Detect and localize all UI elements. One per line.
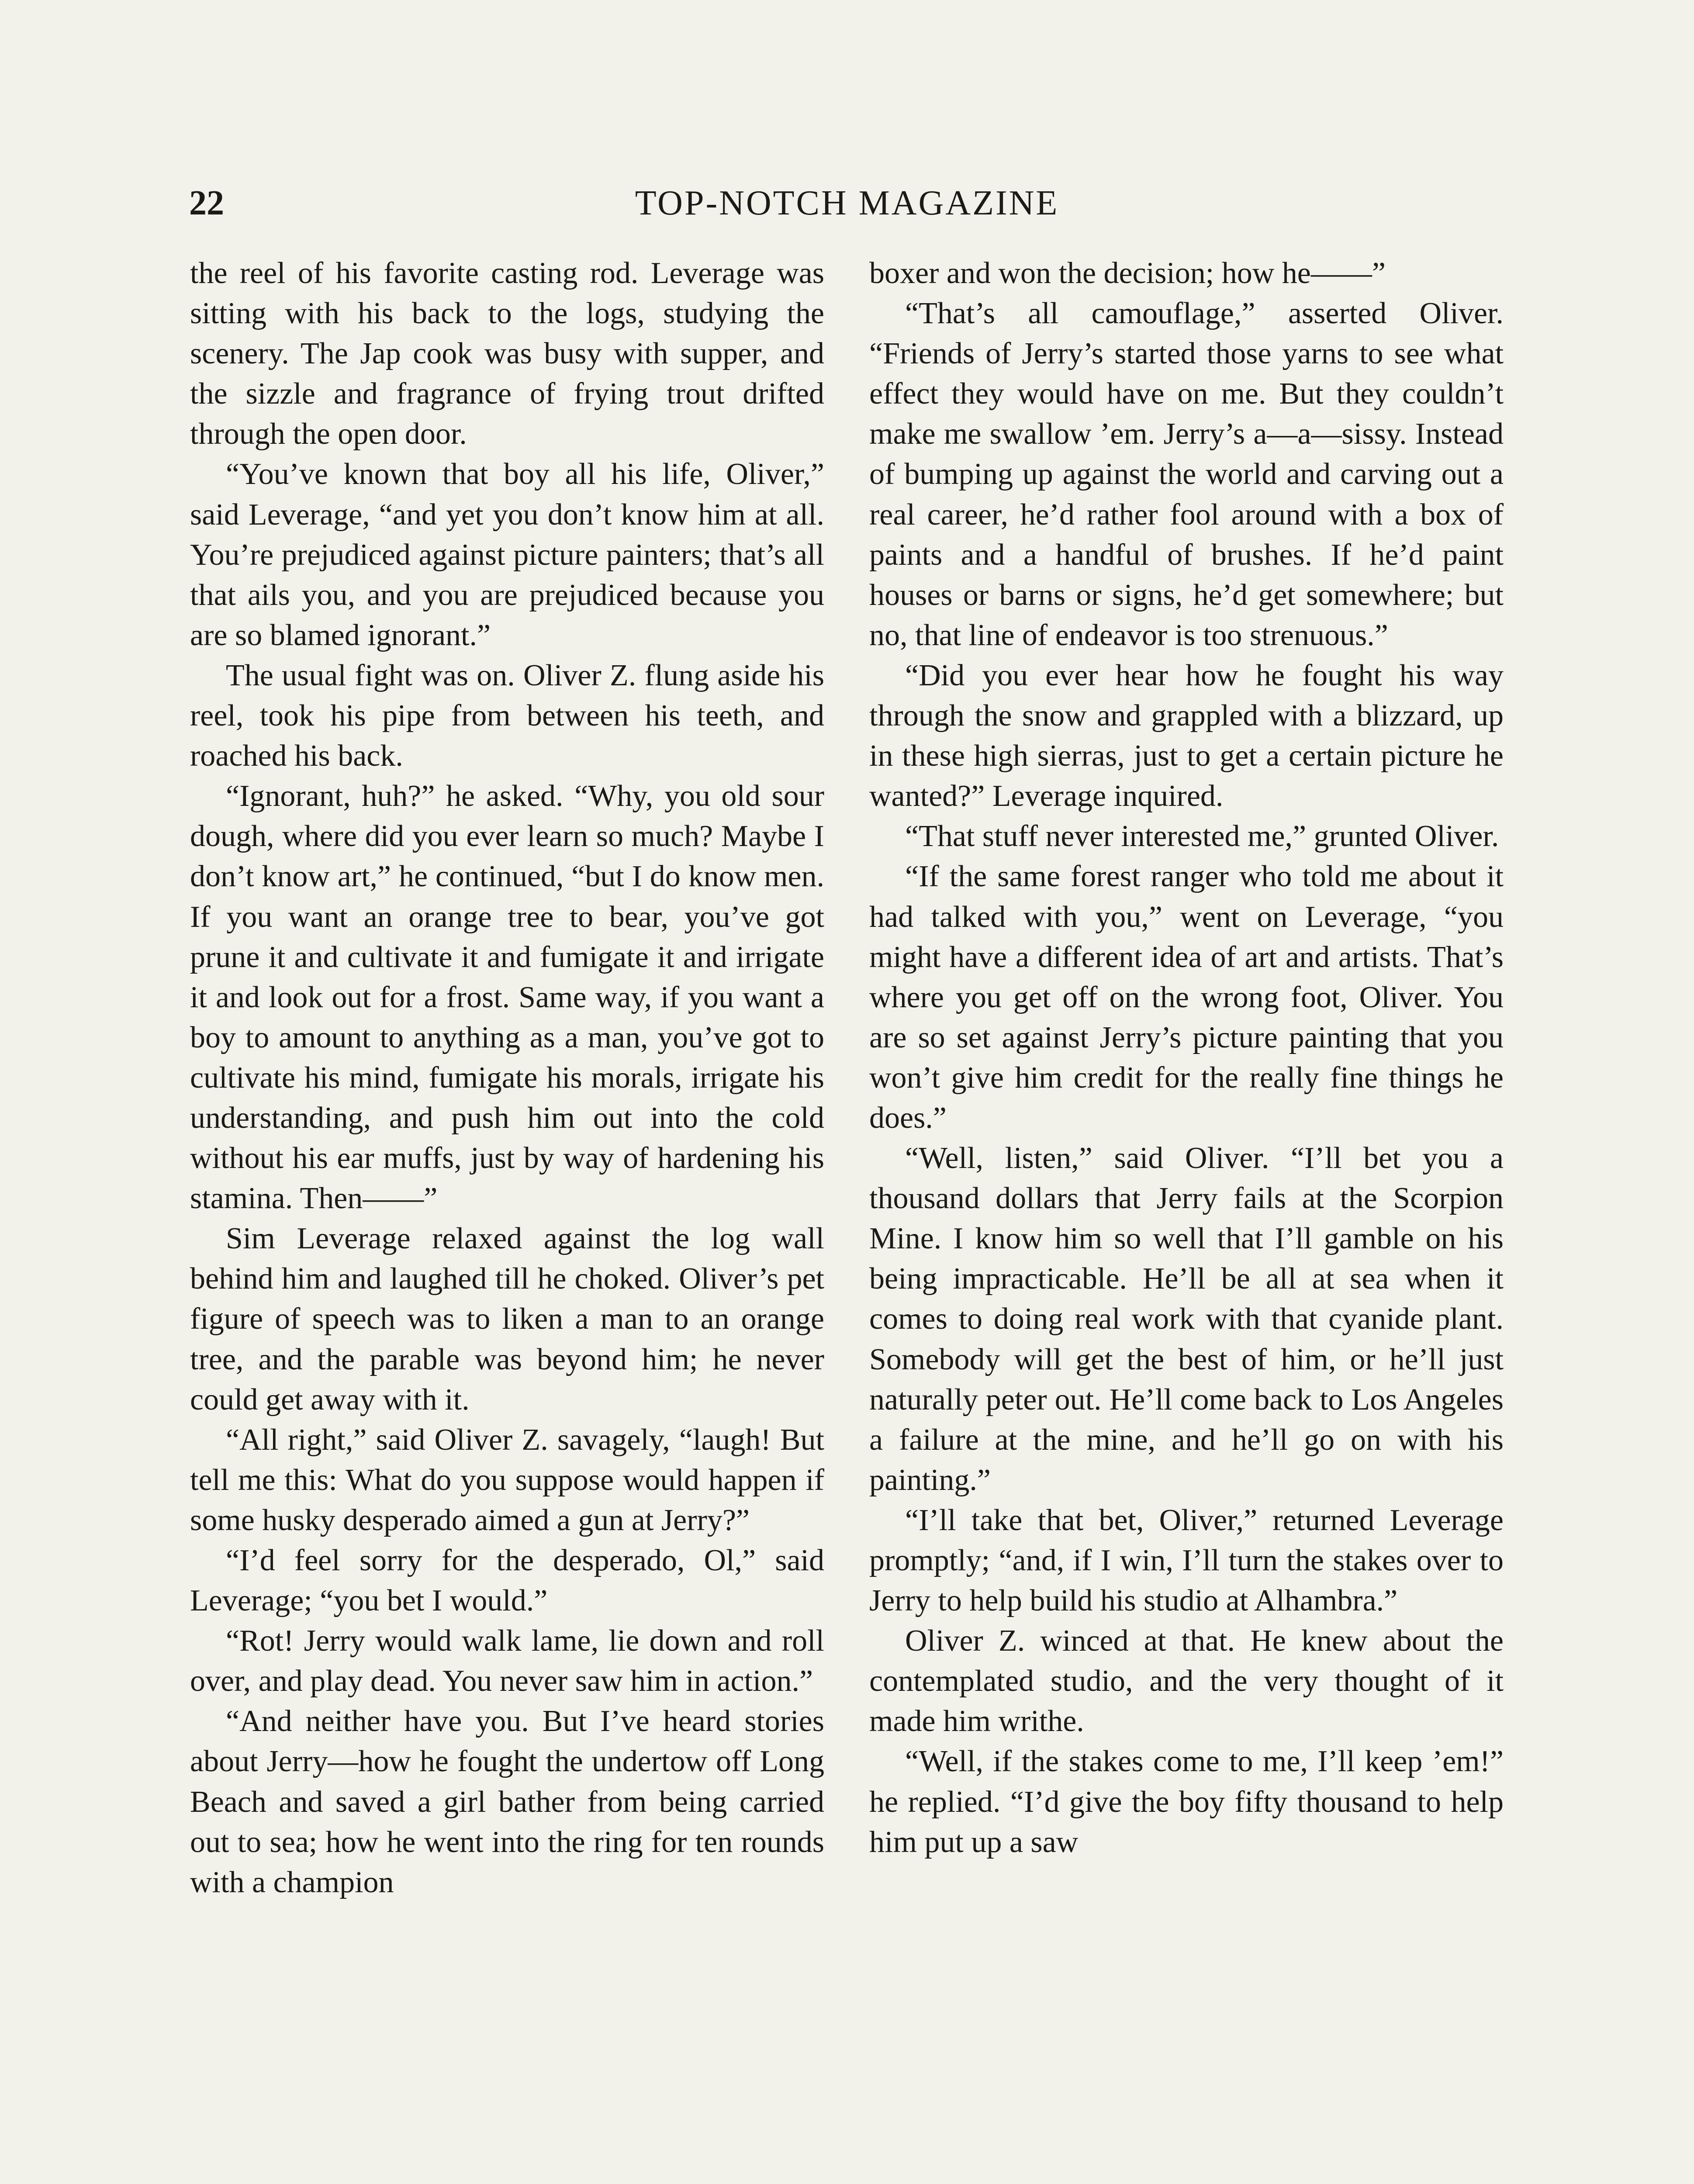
page-number: 22 [189, 184, 224, 222]
right-column [869, 253, 1504, 1863]
paragraph: “Rot! Jerry would walk lame, lie down and roll over, and play dead. You never saw him in action.” [190, 1624, 824, 1698]
paragraph: Oliver Z. winced at that. He knew about the contemplated studio, and the very thought of it made him writhe. [869, 1624, 1504, 1738]
paragraph: “All right,” said Oliver Z. savagely, “laugh! But tell me this: What do you suppose would happen if some husky desperado aimed a gun at Jerry?” [190, 1423, 824, 1537]
paragraph: “That stuff never interested me,” grunted Oliver. [905, 819, 1499, 854]
paragraph: Sim Leverage relaxed against the log wall behind him and laughed till he choked. Oliver’s pet figure of speech was to liken a man to an orange tree, and the parable was beyond him; he never could get away with it. [190, 1222, 824, 1417]
paragraph: “I’ll take that bet, Oliver,” returned Leverage promptly; “and, if I win, I’ll turn the stakes over to Jerry to help build his studio at Alhambra.” [869, 1503, 1504, 1618]
paragraph: “Well, listen,” said Oliver. “I’ll bet you a thousand dollars that Jerry fails at the Scorpion Mine. I know him so well that I’ll gamble on his being impracticable. He’ll be all at sea when it comes to doing real work with that cyanide plant. Somebody will get the best of him, or he’ll just naturally peter out. He’ll come back to Los Angeles a failure at the mine, and he’ll go on with his painting.” [869, 1141, 1504, 1497]
magazine-title: TOP-NOTCH MAGAZINE [635, 184, 1059, 222]
left-column [190, 253, 824, 1903]
paragraph: “Well, if the stakes come to me, I’ll keep ’em!” he replied. “I’d give the boy fifty thousand to help him put up a saw [869, 1745, 1504, 1859]
paragraph: “I’d feel sorry for the desperado, Ol,” said Leverage; “you bet I would.” [190, 1544, 824, 1618]
paragraph: “Did you ever hear how he fought his way through the snow and grappled with a blizzard, up in these high sierras, just to get a certain picture he wanted?” Leverage inquired. [869, 658, 1504, 813]
paragraph: the reel of his favorite casting rod. Leverage was sitting with his back to the logs, studying the scenery. The Jap cook was busy with supper, and the sizzle and fragrance of frying trout drifted through the open door. [190, 256, 824, 451]
paragraph: “That’s all camouflage,” asserted Oliver. “Friends of Jerry’s started those yarns to see what effect they would have on me. But they couldn’t make me swallow ’em. Jerry’s a—a—sissy. Instead of bumping up against the world and carving out a real career, he’d rather fool around with a box of paints and a handful of brushes. If he’d paint houses or barns or signs, he’d get somewhere; but no, that line of endeavor is too strenuous.” [869, 297, 1504, 652]
paragraph: “You’ve known that boy all his life, Oliver,” said Leverage, “and yet you don’t know him at all. You’re prejudiced against picture painters; that’s all that ails you, and you are prejudiced because you are so blamed ignorant.” [190, 457, 824, 652]
paragraph: “And neither have you. But I’ve heard stories about Jerry—how he fought the undertow off Long Beach and saved a girl bather from being carried out to sea; how he went into the ring for ten rounds with a champion [190, 1704, 824, 1899]
page-header [189, 179, 1505, 227]
paragraph: “If the same forest ranger who told me about it had talked with you,” went on Leverage, “you might have a different idea of art and artists. That’s where you get off on the wrong foot, Oliver. You are so set against Jerry’s picture painting that you won’t give him credit for the really fine things he does.” [869, 860, 1504, 1135]
paragraph: The usual fight was on. Oliver Z. flung aside his reel, took his pipe from between his teeth, and roached his back. [190, 658, 824, 773]
paragraph: “Ignorant, huh?” he asked. “Why, you old sour dough, where did you ever learn so much? Maybe I don’t know art,” he continued, “but I do know men. If you want an orange tree to bear, you’ve got prune it and cultivate it and fumigate it and irrigate it and look out for a frost. Same way, if you want a boy to amount to anything as a man, you’ve got to cultivate his mind, fumigate his morals, irrigate his understanding, and push him out into the cold without his ear muffs, just by way of hardening his stamina. Then——” [190, 779, 824, 1216]
paragraph: boxer and won the decision; how he——” [869, 256, 1386, 290]
